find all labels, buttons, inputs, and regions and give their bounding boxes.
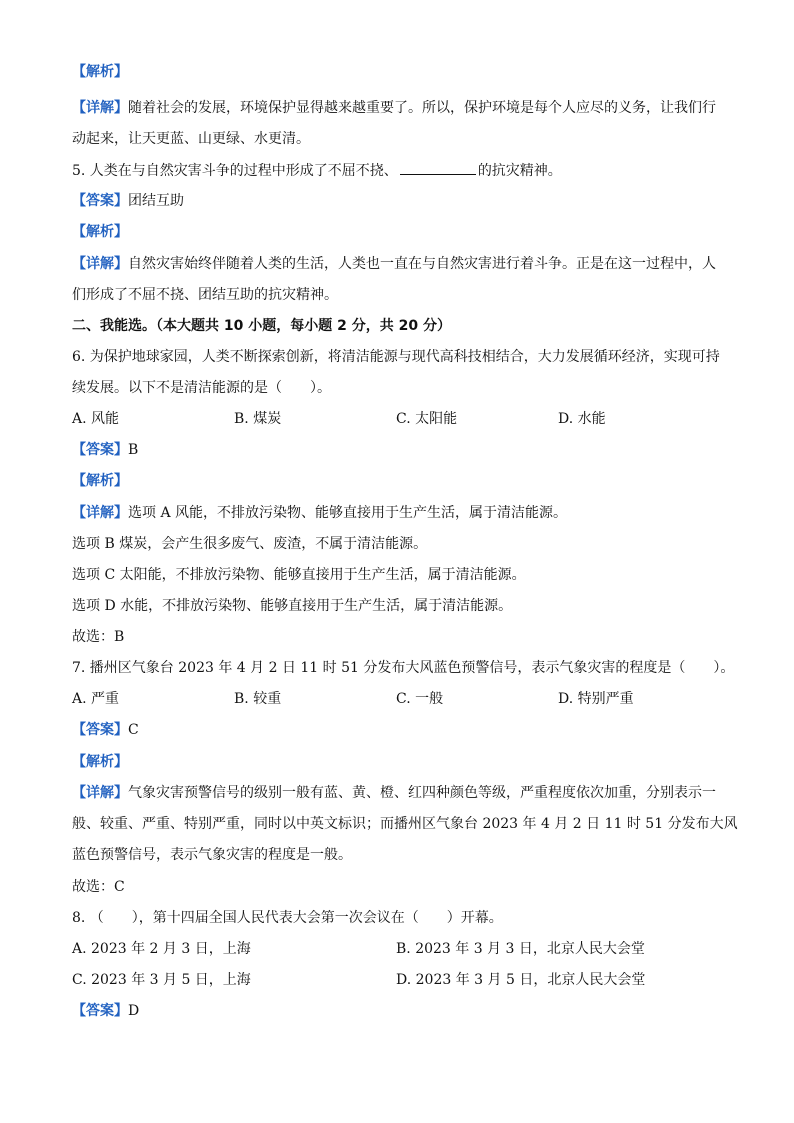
option-d: D. 水能 [558,411,606,427]
option-d: D. 特别严重 [558,691,634,707]
detail-7-line1: 【详解】气象灾害预警信号的级别一般有蓝、黄、橙、红四种颜色等级，严重程度依次加重，分别表示一 [72,785,716,801]
detail-6-line1: 【详解】选项 A 风能，不排放污染物、能够直接用于生产生活，属于清洁能源。 [72,505,568,521]
question-6-options [72,409,722,429]
option-d: D. 2023 年 3 月 5 日，北京人民大会堂 [396,972,646,988]
conclusion-7: 故选：C [72,879,125,895]
option-a: A. 2023 年 2 月 3 日，上海 [72,941,251,957]
detail-4-line1: 【详解】随着社会的发展，环境保护显得越来越重要了。所以，保护环境是每个人应尽的义务，让我们行 [72,100,716,116]
analysis-label-5: 【解析】 [72,224,128,240]
question-6-stem-line1: 6. 为保护地球家园，人类不断探索创新，将清洁能源与现代高科技相结合，大力发展循环经济，实现可持 [72,349,720,365]
analysis-label-4: 【解析】 [72,64,128,80]
option-a: A. 风能 [72,411,120,427]
answer-6: 【答案】B [72,442,139,458]
option-c: C. 一般 [396,691,444,707]
answer-5: 【答案】团结互助 [72,193,184,209]
question-7-stem: 7. 播州区气象台 2023 年 4 月 2 日 11 时 51 分发布大风蓝色预警信号，表示气象灾害的程度是（ ）。 [72,660,735,676]
conclusion-6: 故选：B [72,629,125,645]
detail-5-line2: 们形成了不屈不挠、团结互助的抗灾精神。 [72,287,338,303]
option-a: A. 严重 [72,691,120,707]
detail-4-line2: 动起来，让天更蓝、山更绿、水更清。 [72,131,310,147]
fill-in-blank [400,160,476,175]
detail-6-line2: 选项 B 煤炭，会产生很多废气、废渣，不属于清洁能源。 [72,536,428,552]
answer-8: 【答案】D [72,1003,140,1019]
option-b: B. 较重 [234,691,282,707]
question-8-options-row1 [72,939,722,959]
question-8-stem: 8. （ ），第十四届全国人民代表大会第一次会议在（ ）开幕。 [72,910,503,926]
answer-7: 【答案】C [72,722,139,738]
detail-7-line2: 般、较重、严重、特别严重，同时以中英文标识；而播州区气象台 2023 年 4 月 2 日 11 时 51 分发布大风 [72,816,738,832]
detail-6-line3: 选项 C 太阳能，不排放污染物、能够直接用于生产生活，属于清洁能源。 [72,567,526,583]
detail-6-line4: 选项 D 水能，不排放污染物、能够直接用于生产生活，属于清洁能源。 [72,598,513,614]
analysis-label-6: 【解析】 [72,473,128,489]
question-7-options [72,689,722,709]
section-2-heading: 二、我能选。（本大题共 10 小题，每小题 2 分，共 20 分） [72,318,451,334]
detail-7-line3: 蓝色预警信号，表示气象灾害的程度是一般。 [72,847,352,863]
question-6-stem-line2: 续发展。以下不是清洁能源的是（ ）。 [72,380,331,396]
option-b: B. 煤炭 [234,411,282,427]
analysis-label-7: 【解析】 [72,754,128,770]
option-c: C. 2023 年 3 月 5 日，上海 [72,972,251,988]
option-b: B. 2023 年 3 月 3 日，北京人民大会堂 [396,941,645,957]
question-8-options-row2 [72,970,722,990]
option-c: C. 太阳能 [396,411,458,427]
question-5-stem: 5. 人类在与自然灾害斗争的过程中形成了不屈不挠、 的抗灾精神。 [72,160,562,180]
detail-5-line1: 【详解】自然灾害始终伴随着人类的生活，人类也一直在与自然灾害进行着斗争。正是在这一过程中，人 [72,256,716,272]
